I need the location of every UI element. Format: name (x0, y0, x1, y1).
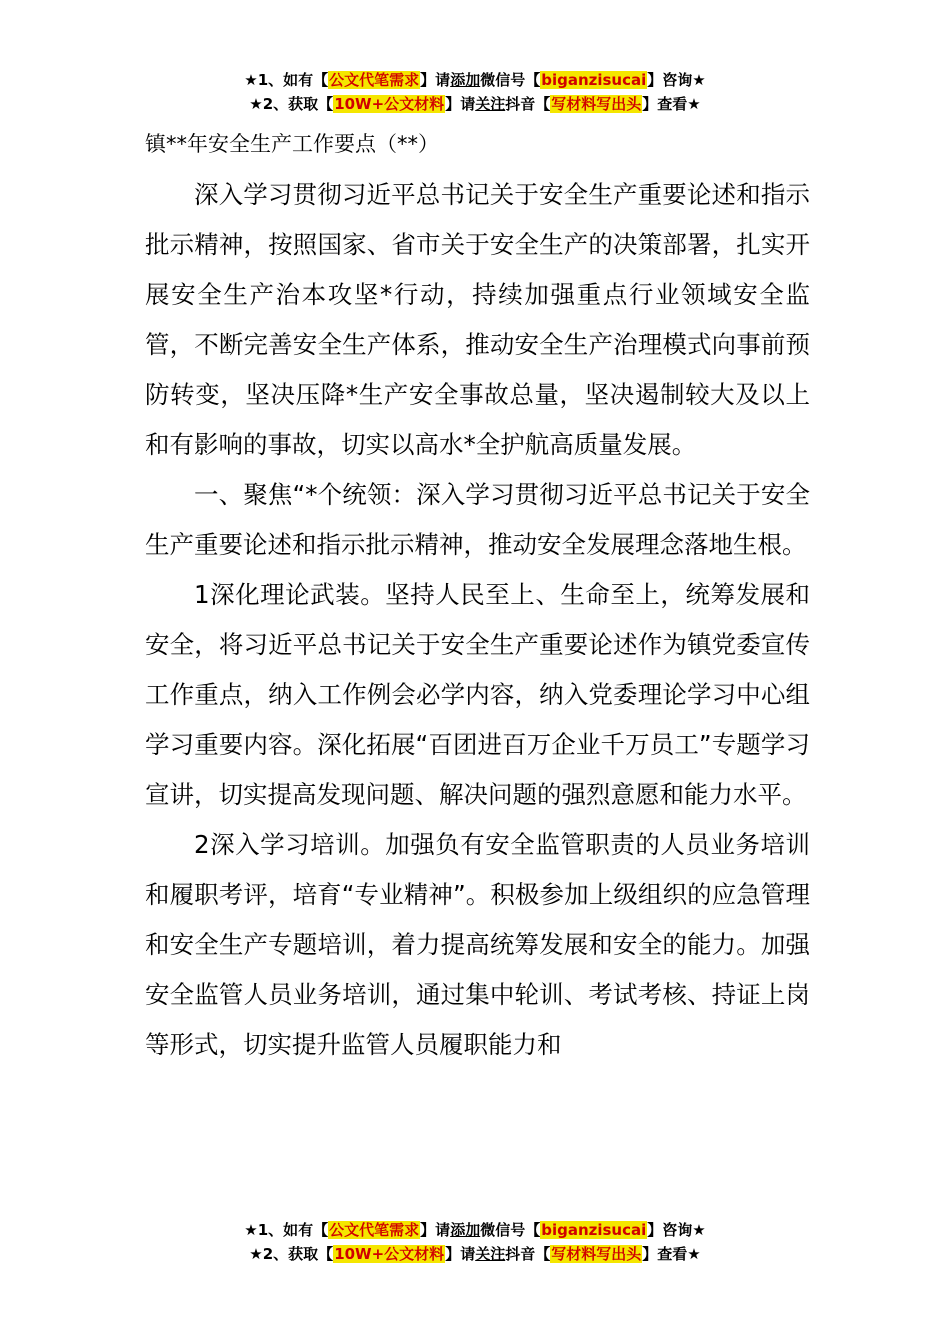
highlight-service: 公文代笔需求 (329, 1221, 420, 1239)
banner-line-2: ★2、获取【10W+公文材料】请关注抖音【写材料写出头】查看★ (249, 95, 701, 113)
highlight-materials: 10W+公文材料 (334, 1245, 445, 1263)
banner-line-1: ★1、如有【公文代笔需求】请添加微信号【biganzisucai】咨询★ (244, 1221, 706, 1239)
document-title: 镇**年安全生产工作要点（**） (145, 132, 439, 156)
item-paragraph-1: 1深化理论武装。坚持人民至上、生命至上，统筹发展和安全，将习近平总书记关于安全生产重要论述作为镇党委宣传工作重点，纳入工作例会必学内容，纳入党委理论学习中心组学习重要内容。深化拓展“百团进百万企业千万员工”专题学习宣讲，切实提高发现问题、解决问题的强烈意愿和能力水平。 (145, 580, 810, 809)
highlight-wechat-id: biganzisucai (541, 71, 647, 89)
document-body (145, 170, 810, 1070)
footer-banner (0, 1218, 950, 1266)
banner-line-1: ★1、如有【公文代笔需求】请添加微信号【biganzisucai】咨询★ (244, 71, 706, 89)
highlight-douyin: 写材料写出头 (551, 1245, 642, 1263)
banner-line-2: ★2、获取【10W+公文材料】请关注抖音【写材料写出头】查看★ (249, 1245, 701, 1263)
highlight-service: 公文代笔需求 (329, 71, 420, 89)
item-paragraph-2: 2深入学习培训。加强负有安全监管职责的人员业务培训和履职考评，培育“专业精神”。积极参加上级组织的应急管理和安全生产专题培训，着力提高统筹发展和安全的能力。加强安全监管人员业务培训，通过集中轮训、考试考核、持证上岗等形式，切实提升监管人员履职能力和 (145, 830, 810, 1059)
highlight-douyin: 写材料写出头 (551, 95, 642, 113)
highlight-wechat-id: biganzisucai (541, 1221, 647, 1239)
section-heading-paragraph: 一、聚焦“*个统领：深入学习贯彻习近平总书记关于安全生产重要论述和指示批示精神，推动安全发展理念落地生根。 (145, 480, 810, 559)
highlight-materials: 10W+公文材料 (334, 95, 445, 113)
intro-paragraph: 深入学习贯彻习近平总书记关于安全生产重要论述和指示批示精神，按照国家、省市关于安全生产的决策部署，扎实开展安全生产治本攻坚*行动，持续加强重点行业领域安全监管，不断完善安全生产体系，推动安全生产治理模式向事前预防转变，坚决压降*生产安全事故总量，坚决遏制较大及以上和有影响的事故，切实以高水*全护航高质量发展。 (145, 180, 810, 459)
header-banner (0, 68, 950, 116)
